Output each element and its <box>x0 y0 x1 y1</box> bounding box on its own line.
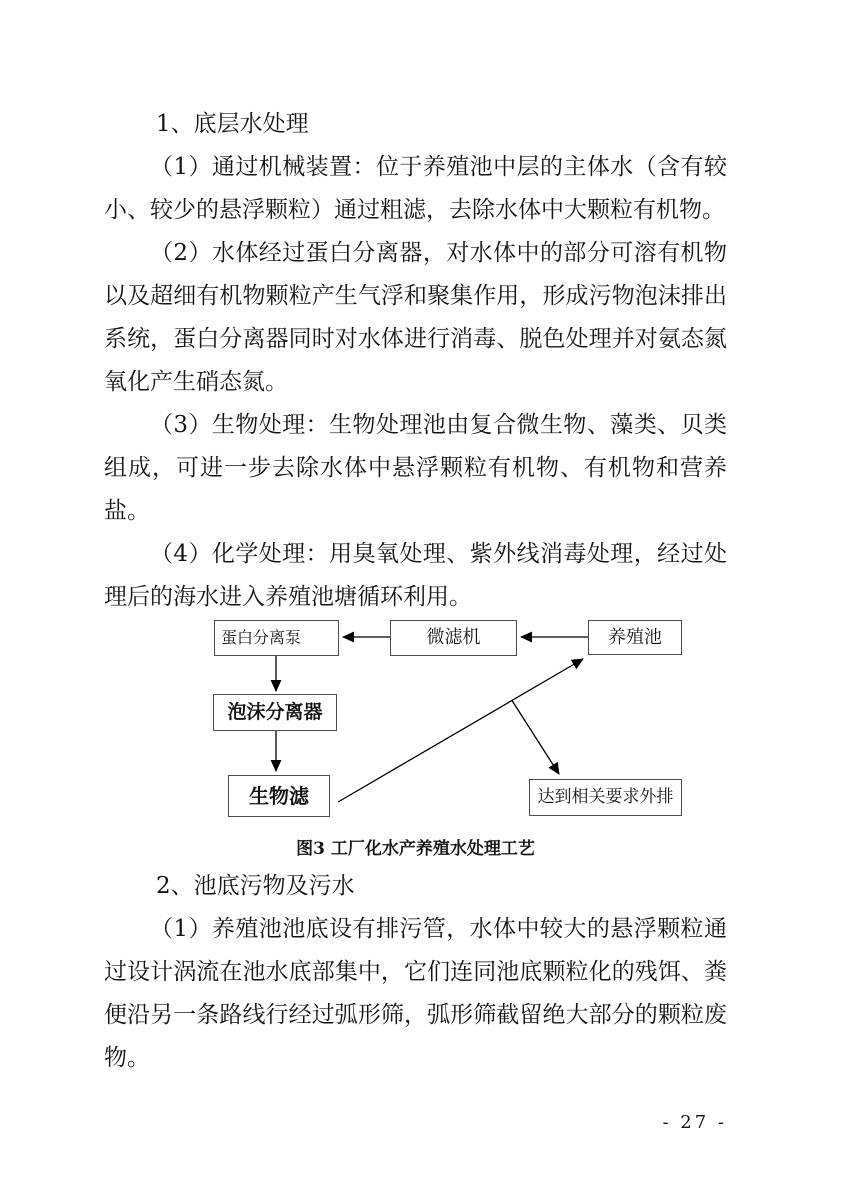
section-1-heading: 1、底层水处理 <box>156 111 309 137</box>
paragraph-mechanical-treatment: （1）通过机械装置：位于养殖池中层的主体水（含有较小、较少的悬浮颗粒）通过粗滤，去除水体中大颗粒有机物。 <box>104 154 727 223</box>
flow-diagram <box>104 619 727 838</box>
document-body <box>104 0 727 1080</box>
node-bio-filter: 生物滤 <box>228 775 330 817</box>
node-aquaculture-pond: 养殖池 <box>588 620 682 655</box>
page-number: - 27 - <box>662 1112 727 1133</box>
paragraph-protein-separator: （2）水体经过蛋白分离器，对水体中的部分可溶有机物以及超细有机物颗粒产生气浮和聚集作用，形成污物泡沫排出系统，蛋白分离器同时对水体进行消毒、脱色处理并对氨态氮氧化产生硝态氮。 <box>104 240 727 395</box>
section-2-heading: 2、池底污物及污水 <box>156 873 355 899</box>
paragraph-pond-bottom-waste: （1）养殖池池底设有排污管，水体中较大的悬浮颗粒通过设计涡流在池水底部集中，它们连同池底颗粒化的残饵、粪便沿另一条路线行经过弧形筛，弧形筛截留绝大部分的颗粒废物。 <box>104 916 727 1071</box>
node-protein-separator-pump: 蛋白分离泵 <box>214 620 339 656</box>
paragraph-biological-treatment: （3）生物处理：生物处理池由复合微生物、藻类、贝类组成，可进一步去除水体中悬浮颗粒有机物、有机物和营养盐。 <box>104 412 727 524</box>
figure-caption: 图3 工厂化水产养殖水处理工艺 <box>296 839 535 859</box>
node-discharge-outlet: 达到相关要求外排 <box>529 779 682 816</box>
node-foam-separator: 泡沫分离器 <box>213 694 337 731</box>
node-micro-filter: 微滤机 <box>390 620 517 656</box>
paragraph-chemical-treatment: （4）化学处理：用臭氧处理、紫外线消毒处理，经过处理后的海水进入养殖池塘循环利用。 <box>104 541 727 610</box>
